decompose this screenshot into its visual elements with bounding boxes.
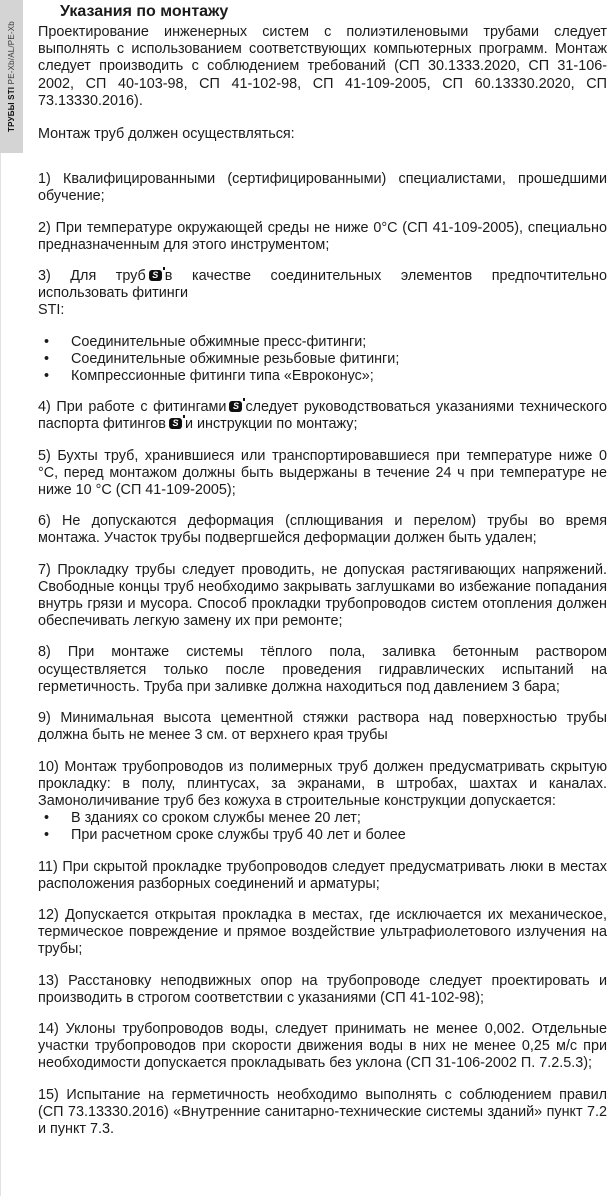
bullet-icon — [38, 827, 71, 844]
list-item-label: В зданиях со сроком службы менее 20 лет; — [71, 810, 361, 827]
item-3-text-before: 3) Для труб — [38, 268, 146, 285]
item-13: 13) Расстановку неподвижных опор на трубопроводе следует проектировать и производить в строгом соответствии с указаниями (СП 41-102-98); — [38, 972, 607, 1006]
sti-logo-letter: S — [232, 401, 239, 412]
list-item — [38, 827, 607, 844]
item-2: 2) При температуре окружающей среды не ниже 0°С (СП 41-109-2005), специально предназначенным для этого инструментом; — [38, 219, 607, 253]
sti-logo-letter: S — [152, 270, 159, 281]
item-10: 10) Монтаж трубопроводов из полимерных труб должен предусматривать скрытую прокладку: в полу, плинтусах, за экранами, в штробах, шахтах и каналах. Замоноличивание труб без кожуха в строительные конструкции допускается: — [38, 758, 607, 809]
list-item — [38, 810, 607, 827]
item-8: 8) При монтаже системы тёплого пола, заливка бетонным раствором осуществляется только после проведения гидравлических испытаний на герметичность. Труба при заливке должна находиться под давлением 3 бара; — [38, 644, 607, 695]
sti-logo-tick-icon — [183, 415, 185, 418]
side-tab-model: PE-Xb/AL/PE-Xb — [7, 21, 16, 85]
list-item-label: Компрессионные фитинги типа «Евроконус»; — [71, 368, 374, 385]
page-title: Указания по монтажу — [60, 3, 229, 20]
item-11: 11) При скрытой прокладке трубопроводов следует предусматривать люки в местах расположения разборных соединений и арматуры; — [38, 858, 607, 892]
page-left-border — [0, 0, 1, 1196]
bullet-icon — [38, 334, 71, 351]
side-tab — [0, 0, 23, 153]
list-item — [38, 334, 607, 351]
list-item — [38, 368, 607, 385]
item-10-bullet-list — [38, 810, 607, 844]
sti-logo-tick-icon — [163, 267, 165, 270]
list-item — [38, 351, 607, 368]
subtitle: Монтаж труб должен осуществляться: — [38, 126, 295, 143]
item-12: 12) Допускается открытая прокладка в местах, где исключается их механическое, термическое повреждение и прямое воздействие ультрафиолетового излучения на трубы; — [38, 906, 607, 958]
bullet-icon — [38, 368, 71, 385]
sti-logo-icon — [149, 270, 162, 281]
item-6: 6) Не допускаются деформация (сплющивания и перелом) трубы во время монтажа. Участок трубы подвергшейся деформации должен быть удален; — [38, 513, 607, 547]
item-3-tail: STI: — [38, 302, 65, 319]
item-3-text-after: в качестве соединительных элементов предпочтительно использовать фитинги — [38, 268, 607, 302]
item-1: 1) Квалифицированными (сертифицированными) специалистами, прошедшими обучение; — [38, 171, 607, 205]
item-4 — [38, 399, 607, 433]
item-7: 7) Прокладку трубы следует проводить, не допуская растягивающих напряжений. Свободные концы труб необходимо закрывать заглушками во избежание попадания внутрь грязи и мусора. Способ прокладки трубопроводов систем отопления должен обеспечивать легкую замену их при ремонте; — [38, 561, 607, 630]
sti-logo-icon — [229, 401, 242, 412]
list-item-label: При расчетном сроке службы труб 40 лет и более — [71, 827, 406, 844]
list-item-label: Соединительные обжимные резьбовые фитинги; — [71, 350, 400, 367]
bullet-icon — [38, 351, 71, 368]
item-4-part-1: 4) При работе с фитингами — [38, 399, 227, 416]
item-14: 14) Уклоны трубопроводов воды, следует принимать не менее 0,002. Отдельные участки трубопроводов при скорости движения воды в них не менее 0,25 м/с при необходимости допускается прокладывать без уклона (СП 31-106-2002 П. 7.2.5.3); — [38, 1020, 607, 1072]
item-5: 5) Бухты труб, хранившиеся или транспортировавшиеся при температуре ниже 0 °С, перед монтажом должны быть выдержаны в течение 24 ч при температуре не ниже 10 °С (СП 41-109-2005); — [38, 447, 607, 499]
document-body — [38, 2, 607, 1152]
sti-logo-tick-icon — [243, 398, 245, 401]
item-15: 15) Испытание на герметичность необходимо выполнять с соблюдением правил (СП 73.13330.2016) «Внутренние санитарно-технические системы зданий» пункт 7.2 и пункт 7.3. — [38, 1086, 607, 1137]
item-4-part-2: следует руководствоваться указаниями технического паспорта фитингов — [38, 399, 607, 433]
list-item-label: Соединительные обжимные пресс-фитинги; — [71, 333, 367, 350]
fittings-bullet-list — [38, 334, 607, 386]
side-tab-label — [7, 21, 16, 132]
item-9: 9) Минимальная высота цементной стяжки раствора над поверхностью трубы должна быть не менее 3 см. от верхнего края трубы — [38, 710, 607, 744]
intro-paragraph: Проектирование инженерных систем с полиэтиленовыми трубами следует выполнять с использованием соответствующих компьютерных программ. Монтаж следует производить с соблюдением требований (СП 30.1333.2020, СП 31-106-2002, СП 40-103-98, СП 41-102-98, СП 41-109-2005, СП 60.13330.2020, СП 73.13330.2016). — [38, 24, 607, 109]
sti-logo-letter: S — [172, 418, 179, 429]
side-tab-brand: ТРУБЫ STI — [7, 86, 16, 132]
sti-logo-icon — [169, 418, 182, 429]
item-3 — [38, 268, 607, 320]
item-4-part-3: и инструкции по монтажу; — [184, 416, 358, 433]
bullet-icon — [38, 810, 71, 827]
